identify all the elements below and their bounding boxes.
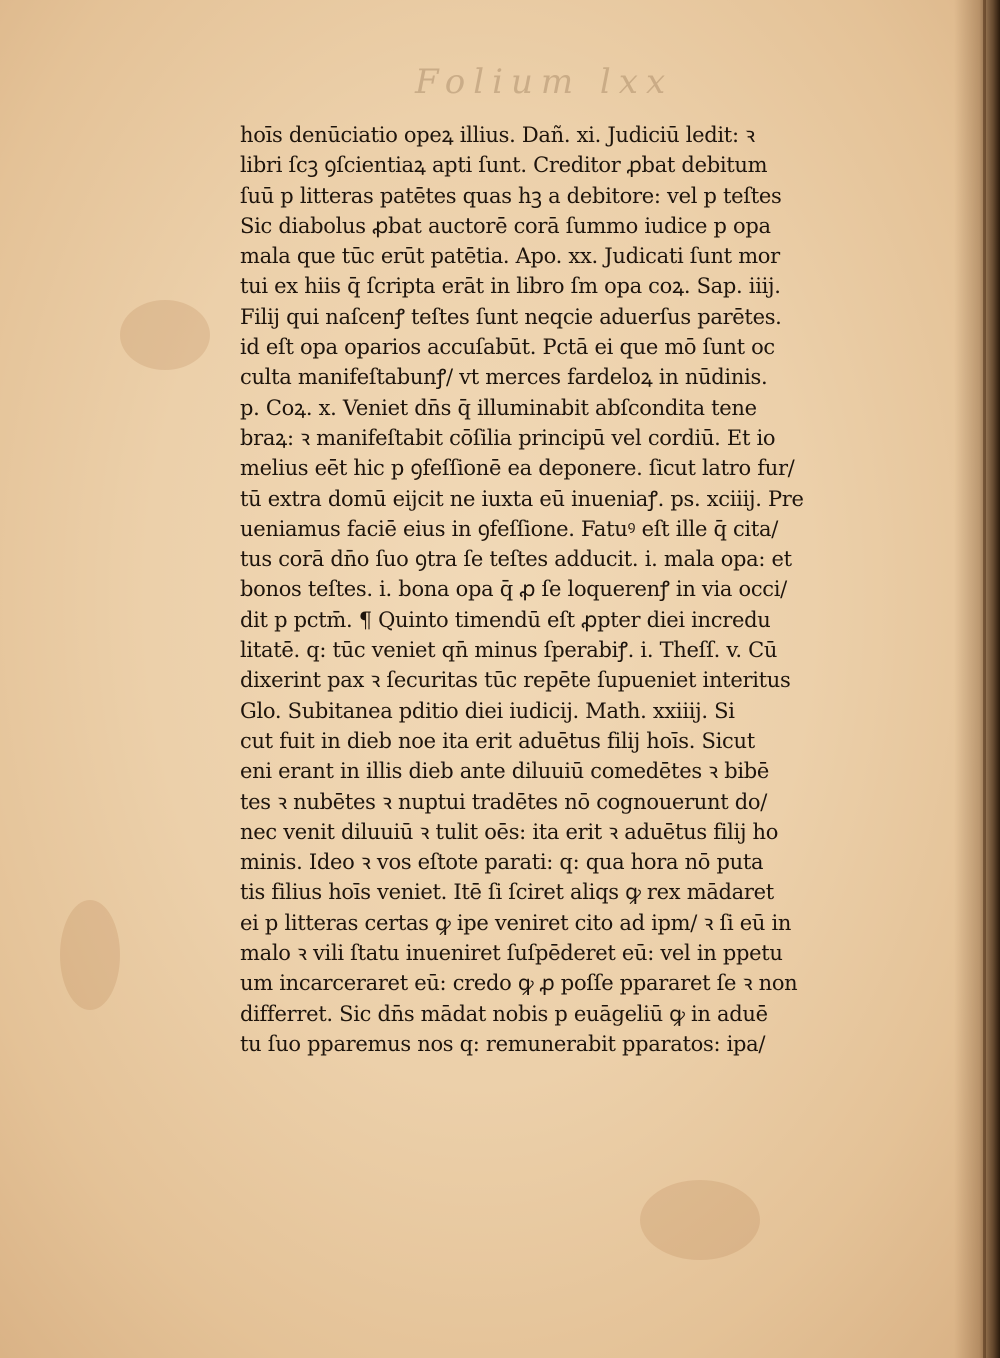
text-line: tui ex hiis q̄ ſcripta erāt in libro ſm opa coꝝ. Sap. iiij.	[240, 274, 781, 299]
text-line: malo ꝛ vili ſtatu inueniret ſuſpēderet eū: vel in ppetu	[240, 941, 783, 966]
text-line: litatē. q: tūc veniet qn̄ minus ſperabiꝭ. i. Theſſ. v. Cū	[240, 638, 778, 663]
text-line: nec venit diluuiū ꝛ tulit oēs: ita erit ꝛ aduētus filij ho	[240, 819, 779, 844]
text-line: Glo. Subitanea pditio diei iudicij. Math. xxiiij. Si	[240, 698, 735, 723]
text-line: tis filius hoīs veniet. Itē ſi ſciret aliqs ꝙ rex mādaret	[240, 880, 774, 905]
text-line: minis. Ideo ꝛ vos eſtote parati: q: qua hora nō puta	[240, 850, 764, 875]
text-line: ſuū p litteras patētes quas hꝫ a debitore: vel p teſtes	[240, 183, 782, 208]
text-line: dit p pctm̄. ¶ Quinto timendū eſt ꝓpter diei incredu	[240, 607, 771, 632]
text-line: eni erant in illis dieb ante diluuiū comedētes ꝛ bibē	[240, 759, 770, 784]
text-line: differret. Sic dn̄s mādat nobis p euāgeliū ꝙ in aduē	[240, 1001, 768, 1026]
text-line: hoīs denūciatio opeꝝ illius. Dañ. xi. Judiciū ledit: ꝛ	[240, 123, 755, 147]
text-line: braꝝ: ꝛ manifeſtabit cōſilia principū vel cordiū. Et io	[240, 425, 776, 450]
text-column	[240, 120, 910, 1059]
text-line: melius eēt hic p ꝯfeſſionē ea deponere. ſicut latro fur/	[240, 456, 795, 481]
text-line: um incarceraret eū: credo ꝙ ꝓ poſſe ppararet ſe ꝛ non	[240, 971, 798, 996]
paper-stain	[120, 300, 210, 370]
gutter-shadow	[954, 0, 1000, 1358]
text-line: tes ꝛ nubētes ꝛ nuptui tradētes nō cognouerunt do/	[240, 789, 768, 814]
text-line: libri ſcꝫ ꝯſcientiaꝝ apti ſunt. Creditor ꝓbat debitum	[240, 153, 768, 178]
text-line: dixerint pax ꝛ ſecuritas tūc repēte ſupueniet interitus	[240, 668, 791, 693]
text-line: id eſt opa oparios accuſabūt. Pctā ei que mō ſunt oc	[240, 335, 775, 360]
text-line: tus corā dn̄o ſuo ꝯtra ſe teſtes adducit. i. mala opa: et	[240, 547, 792, 572]
text-line: culta manifeſtabunꝭ/ vt merces fardeloꝝ in nūdinis.	[240, 365, 768, 390]
paper-stain	[60, 900, 120, 1010]
text-line: ei p litteras certas ꝙ ipe veniret cito ad ipm/ ꝛ ſi eū in	[240, 910, 792, 935]
text-line: cut fuit in dieb noe ita erit aduētus filij hoīs. Sicut	[240, 728, 755, 753]
text-line: mala que tūc erūt patētia. Apo. xx. Judicati ſunt mor	[240, 244, 780, 269]
text-line: bonos teſtes. i. bona opa q̄ ꝓ ſe loquerenꝭ in via occi/	[240, 577, 787, 602]
text-line: tū extra domū eijcit ne iuxta eū inueniaꝭ. ps. xciiij. Pre	[240, 486, 804, 511]
text-line: tu ſuo pparemus nos q: remunerabit pparatos: ipa/	[240, 1031, 766, 1056]
text-line: ueniamus faciē eius in ꝯfeſſione. Fatuꝰ eſt ille q̄ cita/	[240, 516, 778, 541]
text-line: p. Coꝝ. x. Veniet dn̄s q̄ illuminabit abſcondita tene	[240, 395, 757, 420]
paper-stain	[640, 1180, 760, 1260]
text-line: Sic diabolus ꝓbat auctorē corā ſummo iudice p opa	[240, 213, 771, 238]
running-head: Folium lxx	[415, 62, 674, 102]
text-line: Filij qui naſcenꝭ teſtes ſunt neqcie aduerſus parētes.	[240, 304, 782, 329]
